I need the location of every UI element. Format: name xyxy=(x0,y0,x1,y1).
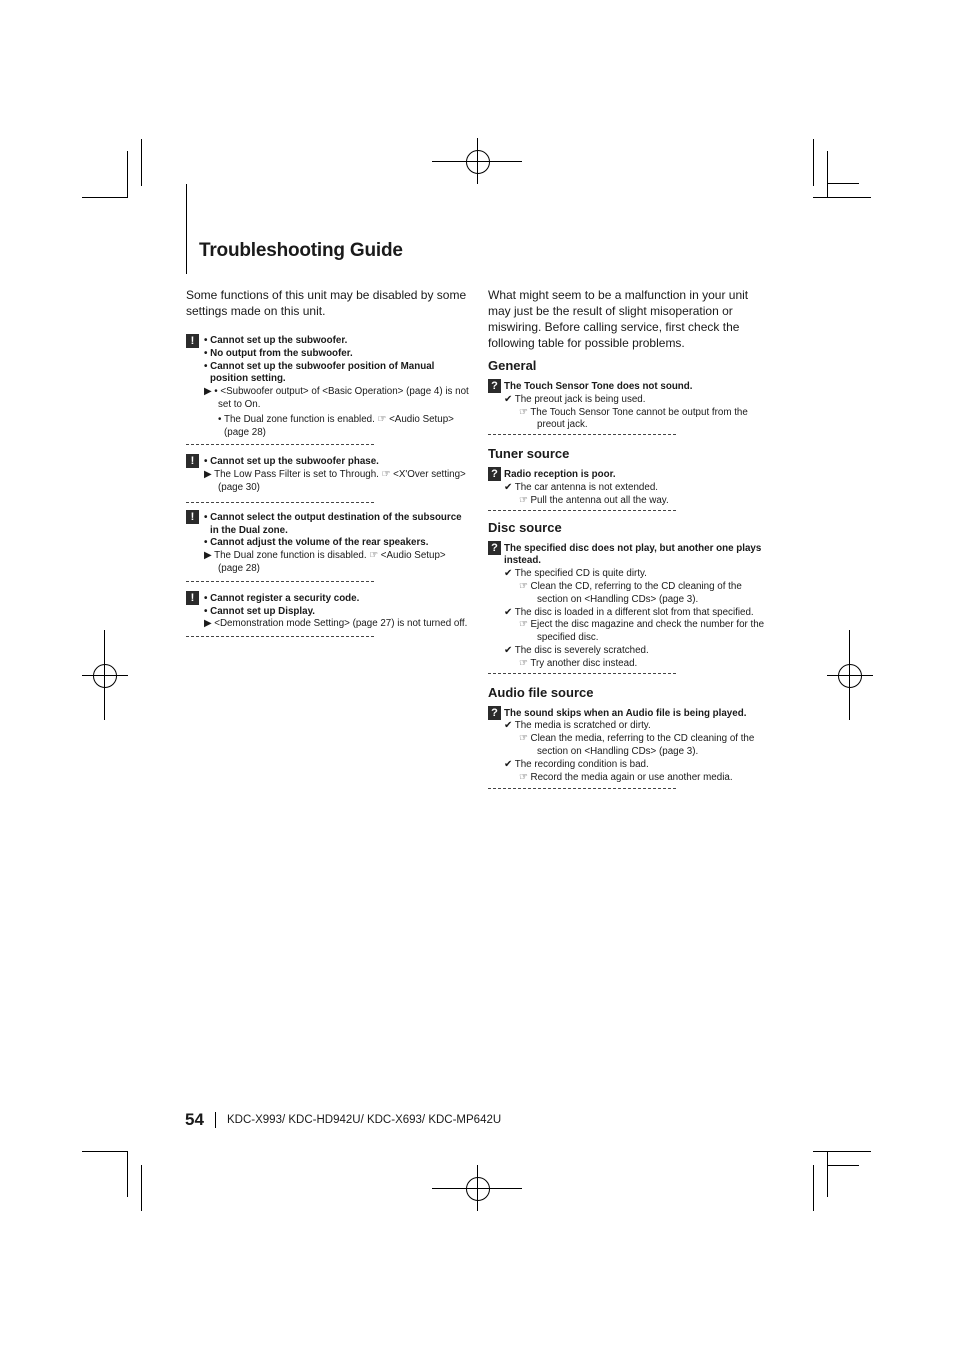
section-heading-audio-file: Audio file source xyxy=(488,684,594,700)
warning-group-1 xyxy=(186,334,471,439)
warning-icon: ! xyxy=(186,591,199,605)
warning-group-3 xyxy=(186,510,471,576)
divider xyxy=(488,508,770,520)
cause-line: ✔ The disc is loaded in a different slot from that specified. xyxy=(504,606,754,618)
issue-line: • Cannot set up the subwoofer position of Manual position setting. xyxy=(204,360,435,385)
right-intro: What might seem to be a malfunction in your unit may just be the result of slight misoperation or miswiring. Before calling service, first check the following table for possible problems. xyxy=(488,288,749,350)
warning-group-2 xyxy=(186,454,471,494)
remedy-line: ☞ Clean the media, referring to the CD cleaning of the section on <Handling CDs> (page 3). xyxy=(519,733,755,757)
warning-icon: ! xyxy=(186,454,199,468)
section-heading-general: General xyxy=(488,358,537,373)
remedy-line: ☞ Clean the CD, referring to the CD cleaning of the section on <Handling CDs> (page 3). xyxy=(519,580,742,605)
problem-general xyxy=(488,379,770,432)
cause-line: ✔ The car antenna is not extended. xyxy=(504,481,658,493)
warning-group-4 xyxy=(186,591,471,631)
solution-line: • The Dual zone function is enabled. ☞ <Audio Setup> (page 28) xyxy=(218,413,454,438)
divider xyxy=(186,576,471,591)
solution-line: ▶ • <Subwoofer output> of <Basic Operation> (page 4) is not set to On. xyxy=(204,386,469,410)
divider xyxy=(488,784,770,792)
section-heading-tuner: Tuner source xyxy=(488,446,570,462)
divider xyxy=(186,631,471,641)
solution-line: ▶ The Dual zone function is disabled. ☞ <Audio Setup> (page 28) xyxy=(204,550,446,574)
remedy-line: ☞ Eject the disc magazine and check the number for the specified disc. xyxy=(519,619,765,644)
issue-line: • Cannot set up the subwoofer phase. xyxy=(204,456,379,468)
left-intro: Some functions of this unit may be disabled by some settings made on this unit. xyxy=(186,288,467,318)
cause-line: ✔ The specified CD is quite dirty. xyxy=(504,568,647,580)
issue-line: • Cannot select the output destination of the subsource in the Dual zone. xyxy=(204,511,462,536)
page-title: Troubleshooting Guide xyxy=(199,240,403,261)
divider xyxy=(488,671,770,685)
page-number: 54 xyxy=(185,1110,204,1129)
remedy-line: ☞ Try another disc instead. xyxy=(519,657,638,669)
problem-text: The specified disc does not play, but another one plays instead. xyxy=(504,542,762,567)
problem-disc xyxy=(488,541,770,671)
question-icon: ? xyxy=(488,379,501,393)
question-icon: ? xyxy=(488,467,501,481)
solution-line: ▶ The Low Pass Filter is set to Through. ☞ <X'Over setting> (page 30) xyxy=(204,469,466,493)
divider xyxy=(186,495,471,510)
warning-icon: ! xyxy=(186,334,199,348)
problem-text: The Touch Sensor Tone does not sound. xyxy=(504,381,693,392)
issue-line: • Cannot adjust the volume of the rear speakers. xyxy=(204,537,429,549)
question-icon: ? xyxy=(488,541,501,555)
right-column xyxy=(488,287,770,792)
cause-line: ✔ The disc is severely scratched. xyxy=(504,644,649,656)
warning-icon: ! xyxy=(186,510,199,524)
solution-line: ▶ <Demonstration mode Setting> (page 27) is not turned off. xyxy=(204,618,468,630)
cause-line: ✔ The preout jack is being used. xyxy=(504,393,646,405)
question-icon: ? xyxy=(488,706,501,720)
remedy-line: ☞ Pull the antenna out all the way. xyxy=(519,494,669,506)
problem-text: The sound skips when an Audio file is being played. xyxy=(504,707,747,719)
left-column xyxy=(186,287,471,641)
divider xyxy=(186,439,471,454)
divider xyxy=(488,432,770,446)
problem-tuner xyxy=(488,467,770,507)
footer-separator xyxy=(215,1112,216,1128)
issue-line: • Cannot set up Display. xyxy=(204,605,316,617)
section-heading-disc: Disc source xyxy=(488,519,562,535)
issue-line: • Cannot register a security code. xyxy=(204,592,360,604)
cause-line: ✔ The media is scratched or dirty. xyxy=(504,720,651,732)
issue-line: • No output from the subwoofer. xyxy=(204,347,353,359)
problem-audio-file xyxy=(488,706,770,785)
remedy-line: ☞ The Touch Sensor Tone cannot be output from the preout jack. xyxy=(519,406,748,431)
model-list: KDC-X993/ KDC-HD942U/ KDC-X693/ KDC-MP642U xyxy=(227,1114,502,1126)
problem-text: Radio reception is poor. xyxy=(504,469,616,481)
remedy-line: ☞ Record the media again or use another media. xyxy=(519,771,733,783)
cause-line: ✔ The recording condition is bad. xyxy=(504,758,649,770)
issue-line: • Cannot set up the subwoofer. xyxy=(204,335,348,346)
